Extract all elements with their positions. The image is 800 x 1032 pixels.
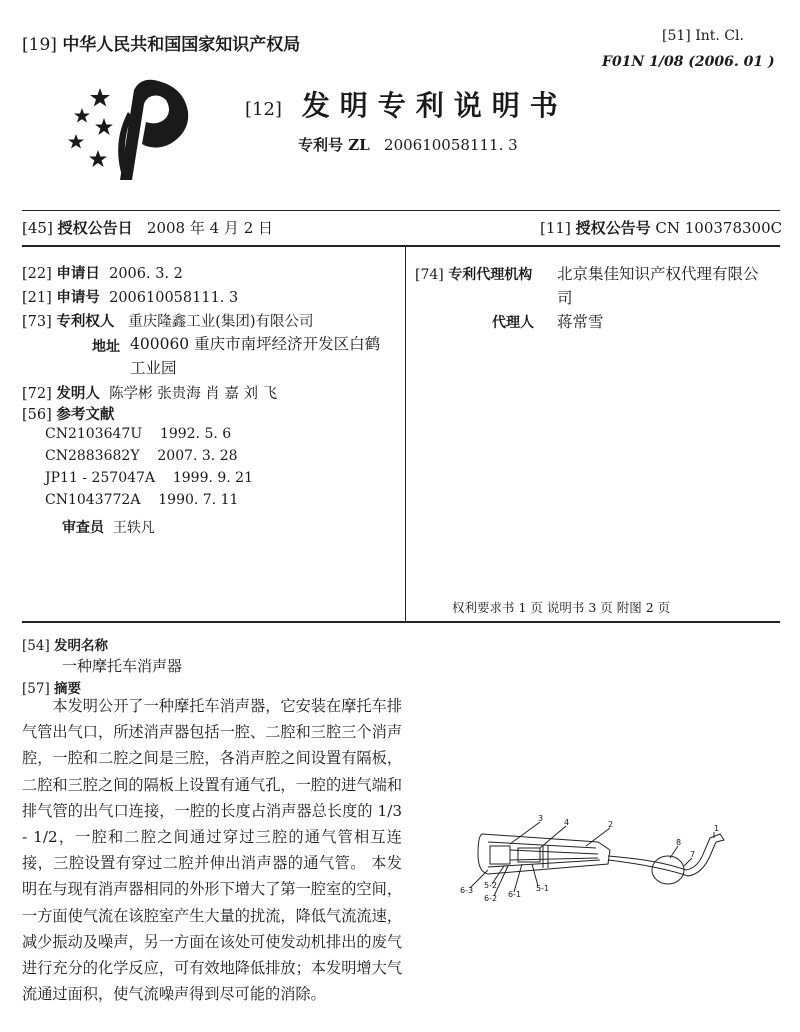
agent-label: 代理人 [492,315,534,331]
figure-label: 6-1 [508,890,522,899]
refs-row [22,403,114,424]
patentee-row [22,310,314,331]
patentee-code: [73] [22,314,52,330]
agency-label: 专利代理机构 [448,267,533,283]
examiner-label: 审查员 [62,520,104,536]
patent-number: 200610058111. 3 [384,136,518,154]
title-label: 发明名称 [54,638,109,654]
doc-title [245,84,568,124]
office-name: 中华人民共和国国家知识产权局 [62,35,301,55]
filing-date-row [22,262,183,283]
filing-date-code: [22] [22,266,52,282]
abstract-label: 摘要 [54,681,82,697]
figure-label: 1 [714,824,720,833]
filing-date-label: 申请日 [56,265,100,282]
grant-number-code: [11] [540,219,571,237]
figure-label: 3 [538,814,544,823]
title-code: [54] [22,638,50,654]
reference-doc: CN1043772A [45,492,141,508]
biblio-rule [22,621,780,623]
grant-date-row [22,217,273,238]
figure-label: 5-1 [536,884,550,893]
grant-number-value: CN 100378300C [655,219,783,237]
grant-rule [22,245,780,247]
address-line1: 400060 重庆市南坪经济开发区白鹤 [130,335,381,353]
reference-date: 2007. 3. 28 [157,448,238,464]
reference-doc: CN2103647U [45,426,143,442]
agency-row [415,264,532,284]
grant-number-row [540,217,782,238]
reference-doc: CN2883682Y [45,448,140,464]
examiner-row [62,517,155,537]
inventor-row [22,382,277,403]
agency-code: [74] [415,267,444,283]
figure-label: 5-2 [484,881,498,890]
address-label: 地址 [92,339,120,355]
ipc-class: F01N 1/08 (2006. 01 ) [602,54,775,70]
refs-label: 参考文献 [56,406,115,423]
grant-date-value: 2008 年 4 月 2 日 [146,219,274,237]
app-no-row [22,286,238,307]
app-no-code: [21] [22,290,52,306]
figure-label: 4 [564,818,570,827]
inventors: 陈学彬 张贵海 肖 嘉 刘 飞 [109,386,278,402]
abstract-paragraph: 本发明公开了一种摩托车消声器，它安装在摩托车排气管出气口，所述消声器包括一腔、二腔和三腔三个消声腔，一腔和二腔之间是三腔，各消声腔之间设置有隔板，二腔和三腔之间的隔板上设置有通气孔，一腔的进气端和排气管的出气口连接，一腔的长度占消声器总长度的 1/3 - 1/2，一腔和二腔之间通过穿过三腔的通气管相互连接，三腔设置有穿过二腔并伸出消声器的通气管。 本发明在与现有消声器相同的外形下增大了第一腔室的空间，一方面使气流在该腔室产生大量的扰流，降低气流流速，减少振动及噪声，另一方面在该处可使发动机排出的废气进行充分的化学反应，可有效地降低排放；本发明增大气流通过面积，使气流噪声得到尽可能的消除。 [22,697,402,1004]
reference-date: 1990. 7. 11 [158,492,239,508]
column-divider [405,247,406,621]
agent: 蒋常雪 [557,313,604,331]
patent-number-label: 专利号 ZL [298,136,370,154]
page-summary: 权利要求书 1 页 说明书 3 页 附图 2 页 [452,600,671,615]
office-code: [19] [22,35,57,55]
grant-number-label: 授权公告号 [575,219,651,237]
filing-date: 2006. 3. 2 [109,266,183,282]
figure-label: 7 [690,850,696,859]
patent-number-line [298,134,518,155]
patentee: 重庆隆鑫工业(集团)有限公司 [128,314,314,330]
sipo-logo-icon [62,72,202,182]
abstract-text [22,693,402,1007]
doc-type-code: [12] [245,99,282,120]
grant-date-code: [45] [22,219,53,237]
inventor-label: 发明人 [56,385,100,402]
figure-label: 8 [676,838,682,847]
app-no-label: 申请号 [56,289,100,306]
office-line [22,30,300,55]
reference-doc: JP11 - 257047A [45,470,156,486]
agency-line1: 北京集佳知识产权代理有限公 [557,265,759,283]
examiner: 王轶凡 [112,520,155,536]
figure-label: 6-3 [460,886,474,895]
doc-type: 发明专利说明书 [301,89,568,122]
top-rule [22,210,780,211]
figure-label: 6-2 [484,894,498,903]
refs-code: [56] [22,407,52,423]
app-no: 200610058111. 3 [109,290,239,306]
address-line2: 工业园 [130,359,177,377]
patentee-label: 专利权人 [56,313,115,330]
invention-title: 一种摩托车消声器 [62,657,183,675]
grant-date-label: 授权公告日 [57,219,133,237]
reference-item [45,470,253,486]
reference-item [45,492,238,508]
inventor-code: [72] [22,386,52,402]
reference-item [45,448,238,464]
invention-title-row [22,634,108,654]
figure-label: 2 [608,820,614,829]
ipc-label: [51] Int. Cl. [662,28,744,44]
agency-line2: 司 [557,289,573,307]
reference-date: 1992. 5. 6 [159,426,232,442]
abstract-code: [57] [22,681,50,697]
reference-item [45,426,231,442]
reference-date: 1999. 9. 21 [172,470,253,486]
